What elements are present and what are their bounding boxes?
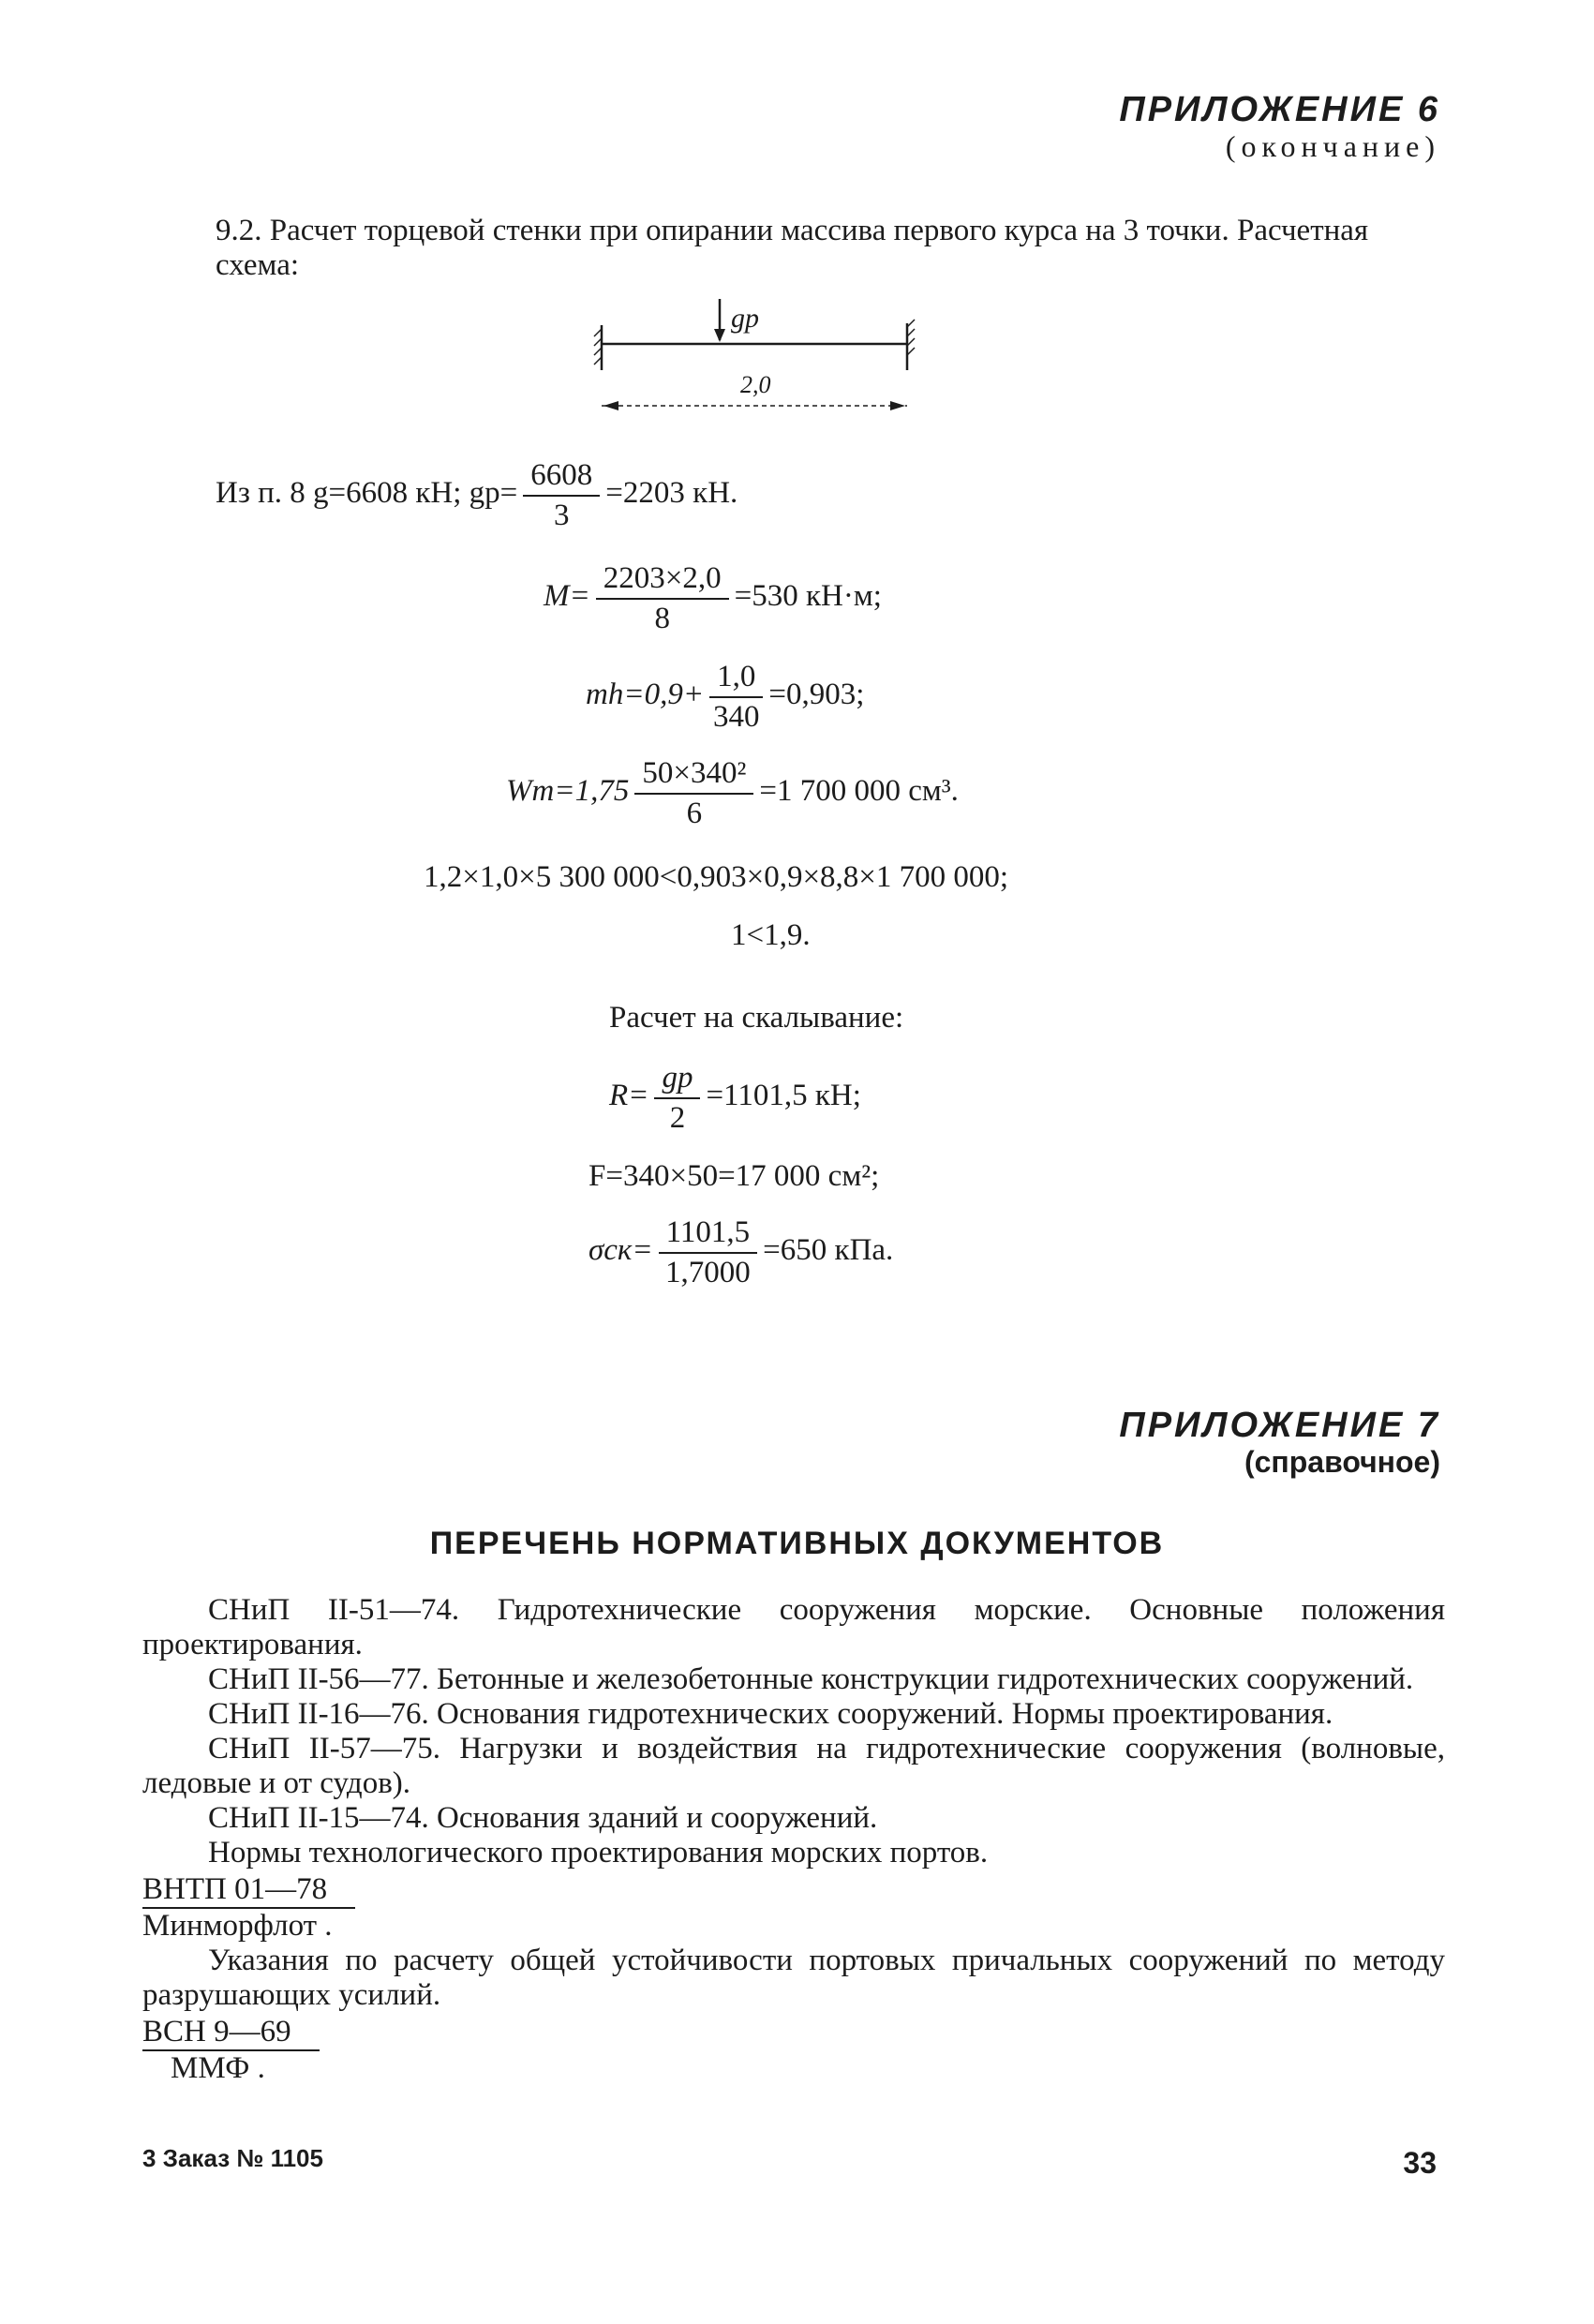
footer-order-number: 3 Заказ № 1105: [142, 2144, 323, 2172]
document-item: СНиП II-57—75. Нагрузки и воздействия на гидротехнические сооружения (волновые, ледовые и от судов).: [142, 1732, 1445, 1800]
page-number: 33: [1403, 2146, 1437, 2180]
eq4-numerator: 50×340²: [634, 757, 753, 795]
eq4-denominator: 6: [686, 796, 703, 830]
shear-calculation-title: Расчет на скалывание:: [609, 1001, 904, 1035]
eq2-lhs: M=: [544, 579, 590, 614]
eq7-lhs: R=: [609, 1079, 649, 1113]
normative-documents-list: [142, 1593, 1445, 2086]
equation-8: F=340×50=17 000 см²;: [588, 1159, 880, 1193]
document-item: Нормы технологического проектирования морских портов.: [208, 1836, 989, 1870]
calculation-scheme-diagram: [581, 286, 928, 426]
code-vntp-authority: Минморфлот .: [142, 1909, 333, 1943]
eq4-lhs: Wт=1,75: [506, 774, 630, 809]
eq7-rhs: =1101,5 кН;: [706, 1079, 861, 1113]
eq2-denominator: 8: [654, 601, 670, 635]
document-item: СНиП II-16—76. Основания гидротехнических сооружений. Нормы проектирования.: [208, 1697, 1333, 1731]
equation-2: [544, 562, 882, 634]
equation-1: [216, 459, 737, 531]
eq9-lhs: σск=: [588, 1233, 653, 1268]
span-label: 2,0: [740, 371, 771, 398]
equation-7: [609, 1062, 861, 1134]
code-vsn: [142, 2015, 320, 2086]
eq3-lhs: mh=0,9+: [586, 678, 705, 712]
equation-3: [586, 661, 864, 733]
appendix-7-title: ПРИЛОЖЕНИЕ 7: [1119, 1406, 1440, 1445]
appendix-6-title: ПРИЛОЖЕНИЕ 6: [1119, 90, 1440, 129]
code-vntp: [142, 1872, 355, 1944]
equation-9: [588, 1216, 893, 1289]
document-item: СНиП II-51—74. Гидротехнические сооружения морские. Основные положения проектирования.: [142, 1593, 1445, 1661]
eq3-numerator: 1,0: [709, 661, 763, 698]
eq9-rhs: =650 кПа.: [763, 1233, 894, 1268]
eq7-numerator: gр: [654, 1062, 700, 1099]
appendix-6-subtitle: (окончание): [1225, 129, 1440, 163]
eq1-denominator: 3: [554, 498, 570, 532]
document-item: СНиП II-56—77. Бетонные и железобетонные конструкции гидротехнических сооружений.: [208, 1662, 1414, 1696]
eq1-suffix: =2203 кН.: [605, 476, 738, 511]
section-9-2-intro: 9.2. Расчет торцевой стенки при опирании массива первого курса на 3 точки. Расчетная схема:: [216, 214, 1369, 282]
eq4-rhs: =1 700 000 см³.: [759, 774, 959, 809]
document-item: СНиП II-15—74. Основания зданий и сооружений.: [208, 1801, 878, 1835]
eq1-numerator: 6608: [523, 459, 600, 497]
eq9-denominator: 1,7000: [665, 1255, 751, 1289]
equation-4: [506, 757, 959, 829]
equation-5: 1,2×1,0×5 300 000<0,903×0,9×8,8×1 700 000;: [424, 860, 1009, 894]
eq2-numerator: 2203×2,0: [596, 562, 729, 600]
normative-documents-heading: ПЕРЕЧЕНЬ НОРМАТИВНЫХ ДОКУМЕНТОВ: [429, 1526, 1165, 1561]
code-vntp-number: ВНТП 01—78: [142, 1872, 355, 1909]
appendix-7-subtitle: (справочное): [1244, 1445, 1440, 1479]
eq9-numerator: 1101,5: [659, 1216, 758, 1254]
load-label: gр: [731, 303, 759, 334]
eq7-denominator: 2: [669, 1100, 686, 1135]
document-item: Указания по расчету общей устойчивости портовых причальных сооружений по методу разрушающих усилий.: [142, 1944, 1445, 2012]
equation-6: 1<1,9.: [731, 918, 811, 952]
eq2-rhs: =530 кН·м;: [734, 579, 882, 614]
eq3-rhs: =0,903;: [768, 678, 865, 712]
code-vsn-number: ВСН 9—69: [142, 2015, 320, 2051]
eq1-prefix: Из п. 8 g=6608 кН; gр=: [216, 476, 518, 511]
eq3-denominator: 340: [713, 699, 760, 734]
code-vsn-authority: ММФ .: [171, 2051, 265, 2085]
